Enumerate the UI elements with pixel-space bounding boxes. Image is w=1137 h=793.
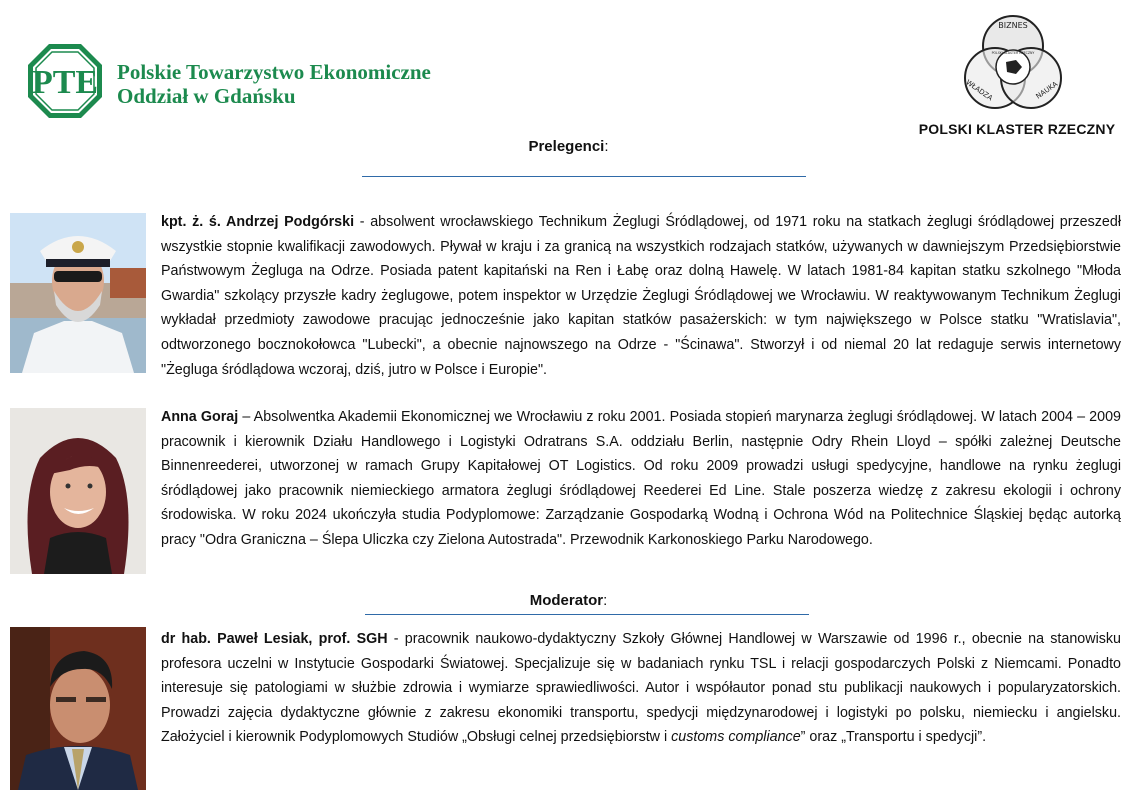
org-name-line2: Oddział w Gdańsku (117, 84, 296, 108)
speaker-1-bio-text: - absolwent wrocławskiego Technikum Żeglugi Śródlądowej, od 1971 roku na statkach żeglugi śródlądowej przeszedł wszystkie stopnie kwalifikacji zawodowych. Pływał w kraju i za granicą na wszystkich rodzajach statków, używanych w dawniejszym Przedsiębiorstwie Państwowym Żegluga na Odrze. Posiada patent kapitański na Ren i Łabę oraz dolną Hawelę. W latach 1981-84 kapitan statku szkolnego "Młoda Gwardia" szkolący przyszłe kadry żeglugowe, potem inspektor w Urzędzie Żeglugi Śródlądowej we Wrocławiu. W reaktywowanym Technikum Żeglugi wykładał przedmioty zawodowe pracując jednocześnie jako kapitan statków pasażerskich: w tym największego w Polsce statku "Wratislavia", odtworzonego bocznokołowca "Lubecki", a obecnie najnowszego na Odrze - "Ścinawa". Stworzył i od niemal 20 lat redaguje serwis internetowy "Żegluga śródlądowa wczoraj, dziś, jutro w Polsce i Europie". (161, 214, 1121, 378)
moderator-bio-italic: customs compliance (671, 729, 801, 746)
moderator-bio-text-2: ” oraz „Transportu i spedycji”. (800, 729, 987, 746)
moderator-heading (0, 592, 1137, 609)
speaker-1-photo (10, 213, 146, 373)
org-name-line1: Polskie Towarzystwo Ekonomiczne (117, 60, 431, 84)
partner-name: POLSKI KLASTER RZECZNY (918, 121, 1116, 137)
moderator-bio-text-1: - pracownik naukowo-dydaktyczny Szkoły Głównej Handlowej w Warszawie od 1996 r., obecnie na stanowisku profesora uczelni w Instytucie Gospodarki Światowej. Specjalizuje się w badaniach rynku TSL i relacji gospodarczych Polski z Niemcami. Ponadto interesuje się patologiami w służbie zdrowia i wymiarze sprawiedliwości. Autor i współautor ponad stu publikacji naukowych i popularyzatorskich. Prowadzi zajęcia dydaktyczne głównie z zakresu ekonomiki transportu, spedycji międzynarodowej i logistyki po polsku, niemiecku i angielsku. Założyciel i kierownik Podyplomowych Studiów „Obsługi celnej przedsiębiorstw i (161, 631, 1121, 746)
speakers-divider (362, 176, 806, 177)
moderator-photo (10, 627, 146, 790)
pte-logo-text: PTE (31, 64, 99, 101)
moderator-name: dr hab. Paweł Lesiak, prof. SGH (161, 631, 388, 647)
klaster-inner-text: POLSKI KLASTER RZECZNY (991, 51, 1035, 55)
moderator-heading-text: Moderator (529, 592, 604, 609)
klaster-word-biznes: BIZNES (998, 21, 1028, 30)
speaker-2-photo (10, 408, 146, 574)
speaker-2-bio-text: – Absolwentka Akademii Ekonomicznej we Wrocławiu z roku 2001. Posiada stopień marynarza żeglugi śródlądowej. W latach 2004 – 2009 pracownik i kierownik Działu Handlowego i Logistyki Odratrans S.A. oddziału Berlin, następnie Odry Rhein Lloyd – spółki zależnej Deutsche Binnenreederei, utworzonej w ramach Grupy Kapitałowej OT Logistics. Od roku 2009 prowadzi usługi spedycyjne, handlowe na rynku żeglugi śródlądowej jako pracownik niemieckiego armatora żeglugi śródlądowej Reederei Ed Line. Stale poszerza wiedzę z zakresu ekologii i ochrony środowiska. W roku 2024 ukończyła studia Podyplomowe: Zarządzanie Gospodarką Wodną i Ochrona Wód na Politechnice Śląskiej będąc autorką pracy "Odra Graniczna – Ślepa Uliczka czy Zielona Autostrada". Przewodnik Karkonoskiego Parku Narodowego. (161, 409, 1121, 548)
speakers-heading-colon: : (604, 138, 609, 155)
speakers-heading-text: Prelegenci (528, 138, 605, 155)
moderator-divider (365, 614, 809, 615)
moderator-heading-colon: : (603, 592, 608, 609)
speakers-heading (0, 138, 1137, 155)
speaker-1-name: kpt. ż. ś. Andrzej Podgórski (161, 214, 355, 230)
speaker-2-name: Anna Goraj (161, 409, 239, 425)
pte-logo (27, 43, 103, 119)
org-name (117, 60, 431, 108)
speaker-2-bio (161, 405, 1121, 553)
klaster-word-wladza: WŁADZA (964, 78, 994, 103)
klaster-logo (958, 10, 1068, 120)
speaker-1-bio (161, 210, 1121, 382)
klaster-word-nauka: NAUKA (1034, 80, 1060, 101)
moderator-bio (161, 627, 1121, 750)
